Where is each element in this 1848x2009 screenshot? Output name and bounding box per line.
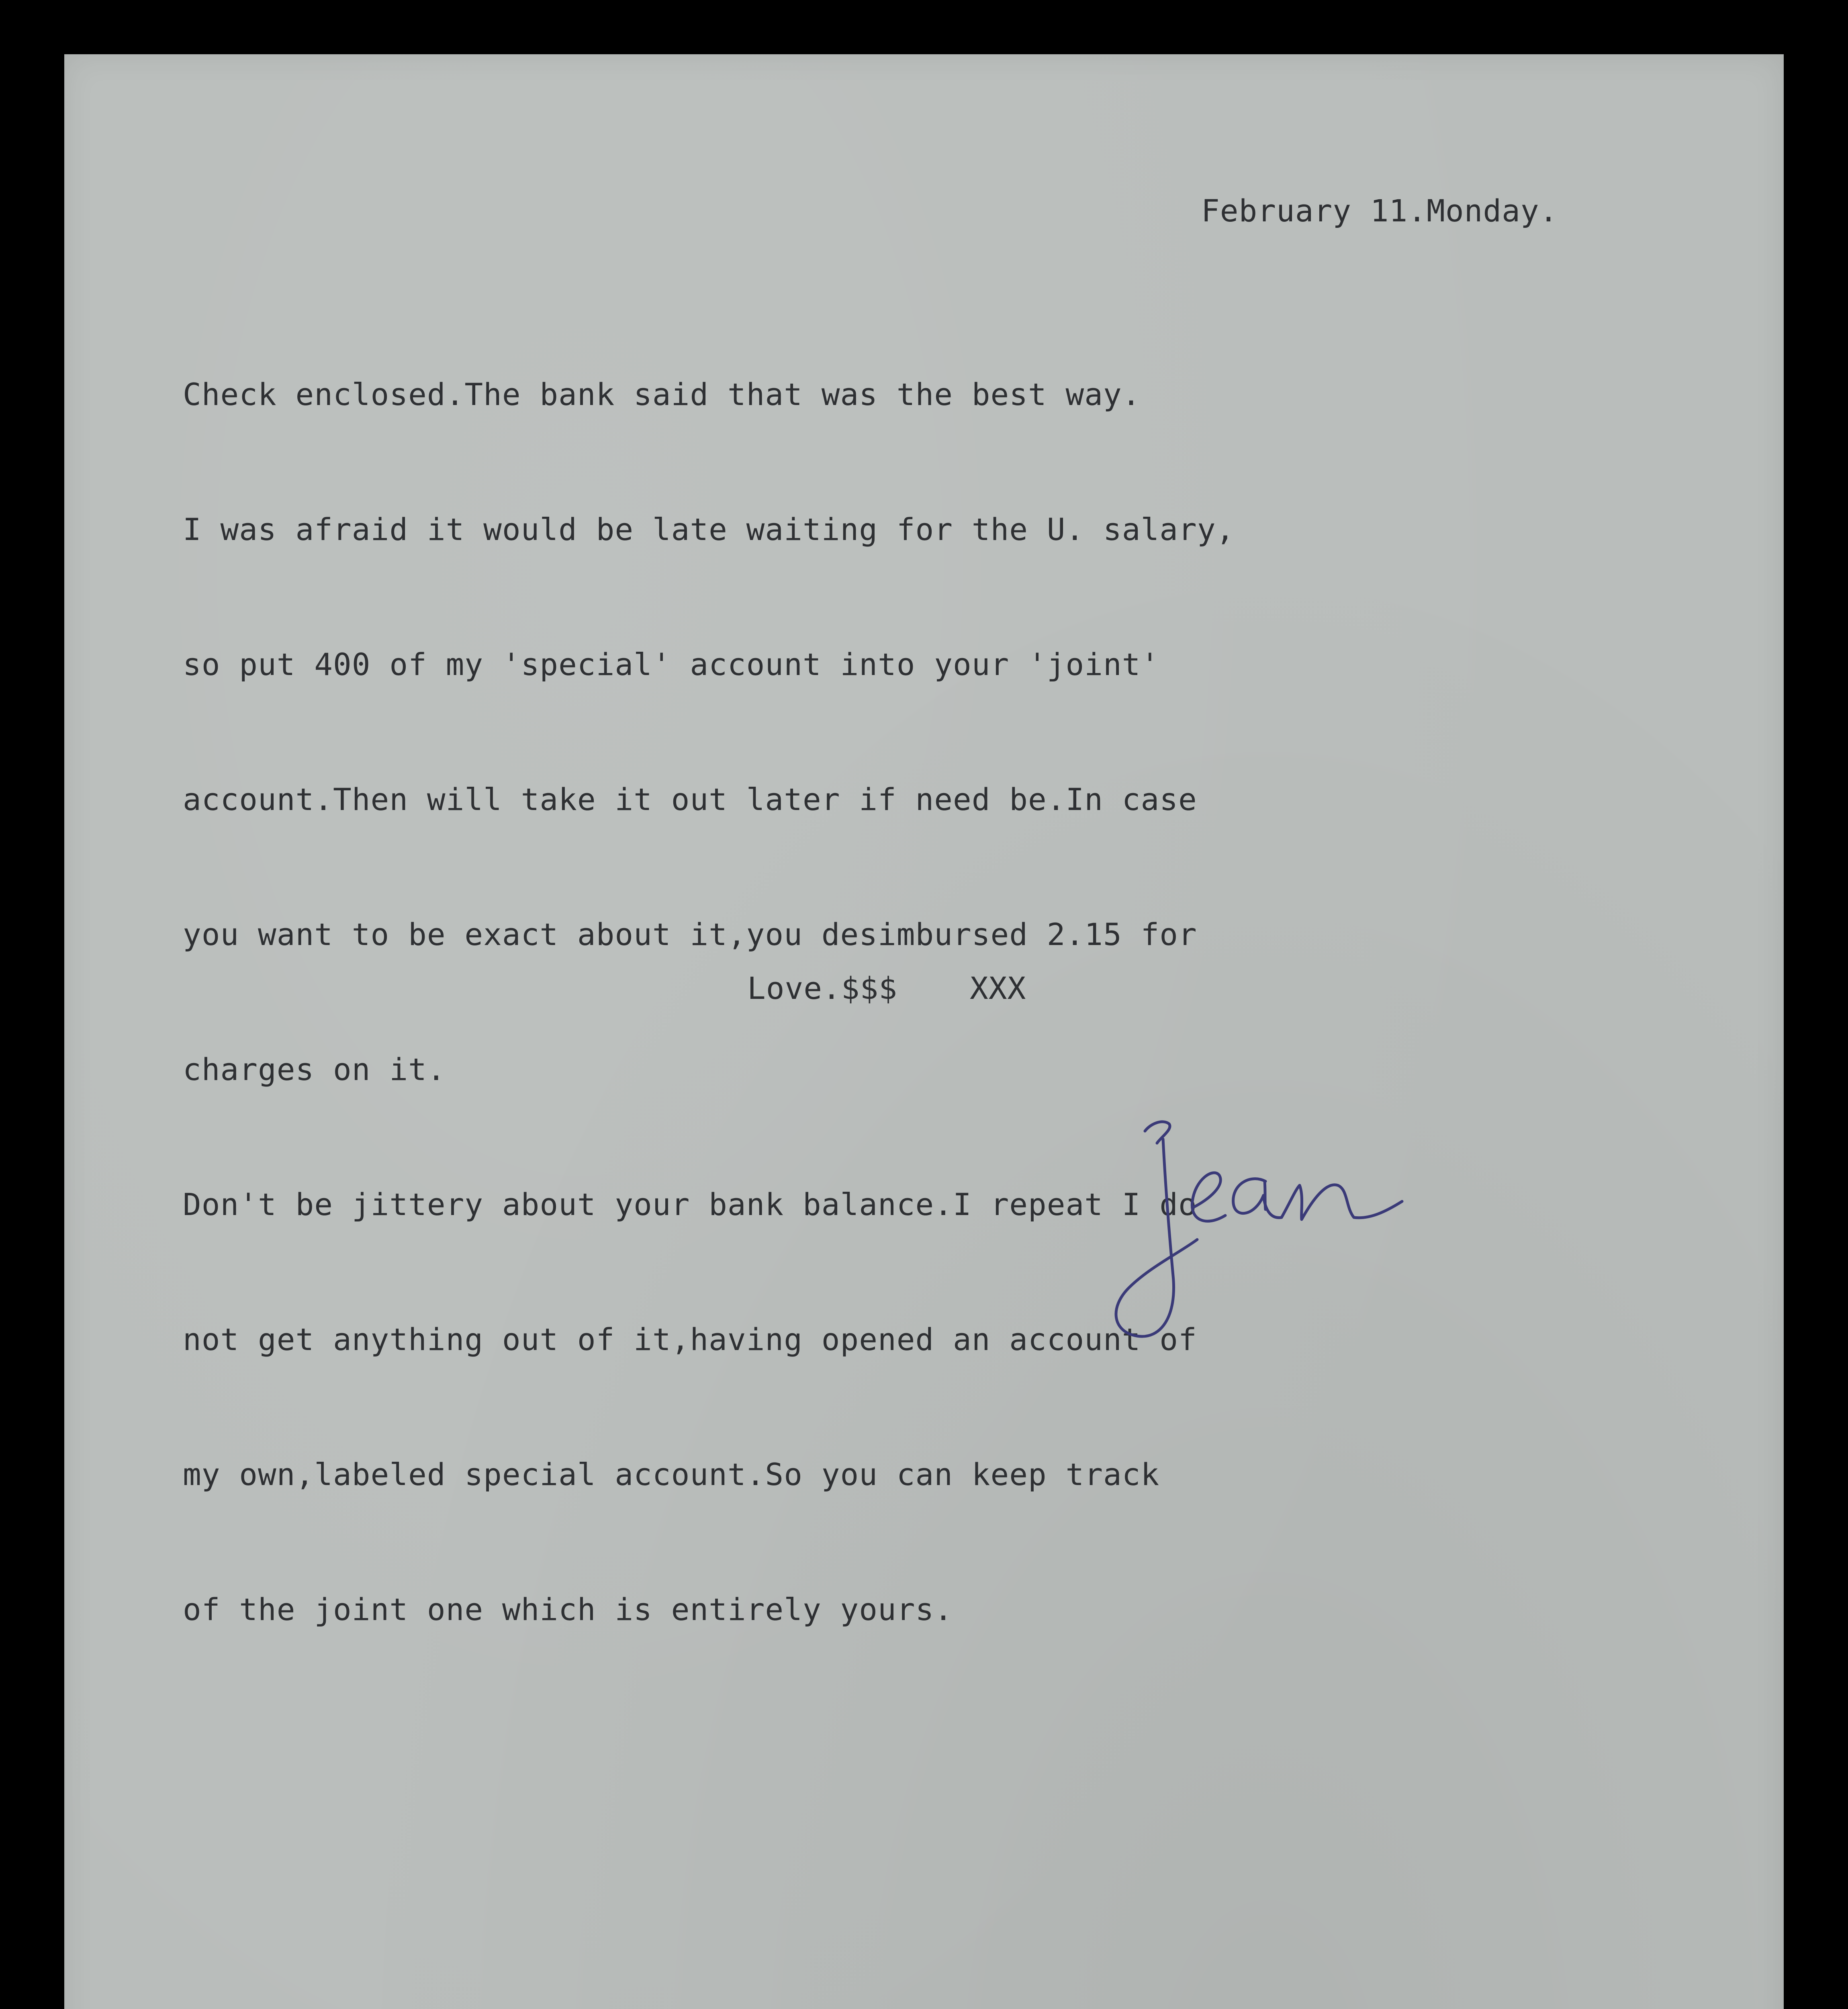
letter-sheet	[64, 54, 1784, 2009]
body-line: Check enclosed.The bank said that was the best way.	[183, 376, 1141, 412]
letter-body	[183, 291, 1235, 1713]
handwritten-signature	[1093, 1099, 1535, 1348]
closing-kisses: XXX	[970, 970, 1026, 1006]
body-line: of the joint one which is entirely yours.	[183, 1592, 953, 1627]
body-line: Don't be jittery about your bank balance.I repeat I do	[183, 1187, 1197, 1222]
body-line: charges on it.	[183, 1052, 446, 1087]
closing-love: Love.$$$	[747, 970, 898, 1006]
letter-closing	[747, 970, 1026, 1006]
letter-date: February 11.Monday.	[1201, 193, 1558, 229]
body-line: account.Then will take it out later if need be.In case	[183, 782, 1197, 817]
body-line: you want to be exact about it,you desimbursed 2.15 for	[183, 917, 1197, 952]
body-line: not get anything out of it,having opened an account of	[183, 1322, 1197, 1357]
body-line: my own,labeled special account.So you can keep track	[183, 1457, 1160, 1492]
body-line: I was afraid it would be late waiting for the U. salary,	[183, 511, 1235, 547]
body-line: so put 400 of my 'special' account into your 'joint'	[183, 646, 1160, 682]
